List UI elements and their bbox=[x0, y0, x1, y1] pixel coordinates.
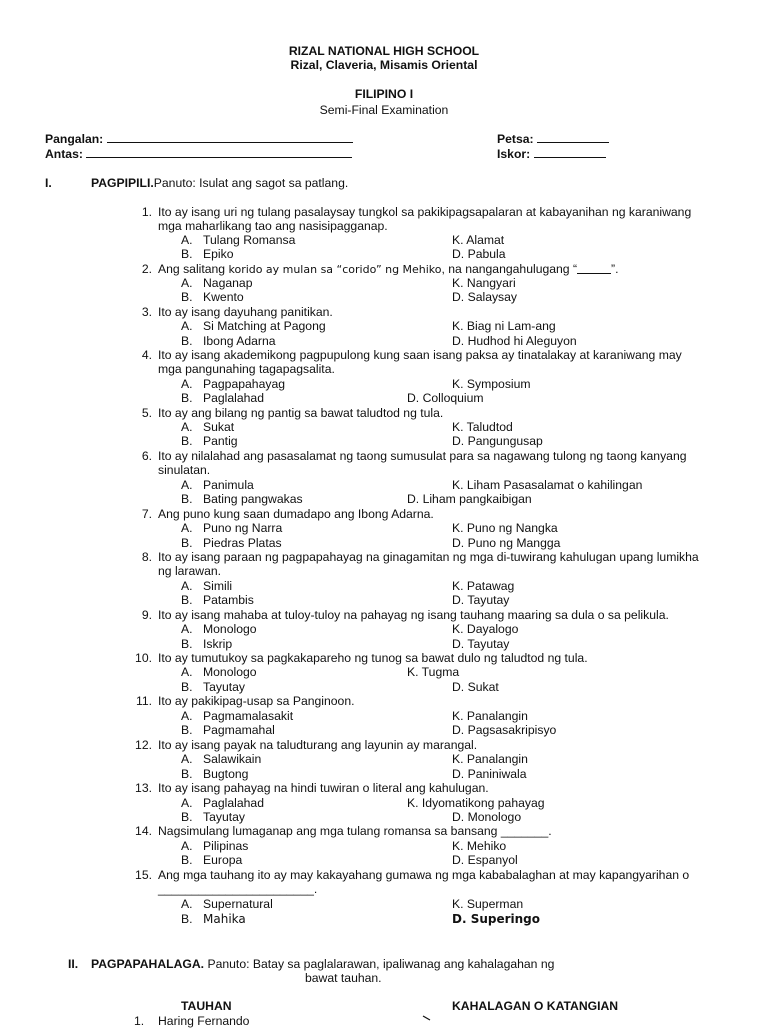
option-k[interactable]: K. Superman bbox=[452, 897, 524, 911]
section2-instruction: Panuto: Batay sa paglalarawan, ipaliwanag ang kahalagahan ng bbox=[207, 957, 555, 971]
question-12-options-bd bbox=[0, 767, 768, 781]
option-k[interactable]: K. Panalangin bbox=[452, 752, 528, 766]
question-text-cont: ng larawan. bbox=[158, 564, 222, 578]
question-number: 11. bbox=[135, 694, 152, 708]
question-text: Ito ay isang mahaba at tuloy-tuloy na pahayag ng isang tauhang maaring sa dula o sa pelikula. bbox=[158, 608, 669, 622]
q2-text-pre: Ang salitang bbox=[158, 262, 226, 276]
grade-label: Antas: bbox=[45, 147, 83, 161]
question-text-cont: mga maharlikang tao ang nasisipagganap. bbox=[158, 219, 388, 233]
question-4 bbox=[0, 348, 768, 362]
option-a-label: A. bbox=[181, 796, 193, 810]
question-number: 3. bbox=[141, 305, 152, 319]
question-text: Ito ay tumutukoy sa pagkakapareho ng tunog sa bawat dulo ng taludtod ng tula. bbox=[158, 651, 588, 665]
question-6-cont bbox=[0, 463, 768, 477]
question-2-options-ak bbox=[0, 276, 768, 290]
option-d[interactable]: D. Hudhod hi Aleguyon bbox=[452, 334, 577, 348]
option-b-label: B. bbox=[181, 680, 193, 694]
question-1-options-bd bbox=[0, 247, 768, 261]
option-a-label: A. bbox=[181, 233, 193, 247]
option-k[interactable]: K. Symposium bbox=[452, 377, 531, 391]
option-a-label: A. bbox=[181, 709, 193, 723]
q2-text-mid2: ” ng bbox=[375, 263, 400, 276]
option-b-label: B. bbox=[181, 334, 193, 348]
name-field bbox=[45, 131, 353, 146]
question-4-options-bd bbox=[0, 391, 768, 405]
option-k[interactable]: K. Patawag bbox=[452, 579, 515, 593]
question-2 bbox=[0, 262, 768, 276]
date-blank[interactable] bbox=[537, 131, 609, 143]
option-b[interactable]: Ibong Adarna bbox=[203, 334, 276, 348]
option-a-label: A. bbox=[181, 478, 193, 492]
option-a-label: A. bbox=[181, 839, 193, 853]
question-number: 4. bbox=[141, 348, 152, 362]
option-d[interactable]: D. Paniniwala bbox=[452, 767, 527, 781]
option-b[interactable]: Tayutay bbox=[203, 680, 246, 694]
option-k[interactable]: K. Liham Pasasalamat o kahilingan bbox=[452, 478, 643, 492]
option-a[interactable]: Salawikain bbox=[203, 752, 262, 766]
section2-numeral: II. bbox=[68, 957, 79, 971]
question-6 bbox=[0, 449, 768, 463]
question-number: 15. bbox=[135, 868, 152, 882]
question-1 bbox=[0, 205, 768, 219]
section1-title: PAGPIPILI. bbox=[91, 176, 154, 190]
question-5-options-bd bbox=[0, 434, 768, 448]
question-number: 1. bbox=[141, 205, 152, 219]
option-d[interactable]: D. Tayutay bbox=[452, 637, 510, 651]
option-b[interactable]: Epiko bbox=[203, 247, 234, 261]
option-b-label: B. bbox=[181, 247, 193, 261]
question-text: Nagsimulang lumaganap ang mga tulang romansa sa bansang _______. bbox=[158, 824, 552, 838]
question-11-options-ak bbox=[0, 709, 768, 723]
question-7-options-bd bbox=[0, 536, 768, 550]
option-k[interactable]: K. Nangyari bbox=[452, 276, 516, 290]
q2-text-post: , na nangangahulugang “ bbox=[441, 262, 578, 276]
question-11-options-bd bbox=[0, 723, 768, 737]
school-name: RIZAL NATIONAL HIGH SCHOOL bbox=[288, 44, 480, 58]
question-2-options-bd bbox=[0, 290, 768, 304]
question-9-options-bd bbox=[0, 637, 768, 651]
section1-heading bbox=[91, 176, 348, 190]
subject-title: FILIPINO I bbox=[354, 87, 414, 101]
question-text: Ito ay isang akademikong pagpupulong kung saan isang paksa ay tinatalakay at karaniwang may bbox=[158, 348, 682, 362]
question-11 bbox=[0, 694, 768, 708]
option-a[interactable]: Panimula bbox=[203, 478, 254, 492]
option-a-label: A. bbox=[181, 752, 193, 766]
option-d[interactable]: D. Liham pangkaibigan bbox=[407, 492, 532, 506]
question-15-options-bd bbox=[0, 912, 768, 926]
question-3-options-ak bbox=[0, 319, 768, 333]
option-a-label: A. bbox=[181, 319, 193, 333]
question-text: Ito ay pakikipag-usap sa Panginoon. bbox=[158, 694, 355, 708]
option-b-label: B. bbox=[181, 810, 193, 824]
question-13-options-ak bbox=[0, 796, 768, 810]
q2-answer-blank[interactable] bbox=[577, 262, 611, 274]
option-b-label: B. bbox=[181, 391, 193, 405]
option-a[interactable]: Pagmamalasakit bbox=[203, 709, 294, 723]
option-a[interactable]: Si Matching at Pagong bbox=[203, 319, 326, 333]
question-13-options-bd bbox=[0, 810, 768, 824]
option-a[interactable]: Sukat bbox=[203, 420, 235, 434]
q2-korido: korido bbox=[228, 263, 263, 276]
option-k[interactable]: K. Biag ni Lam-ang bbox=[452, 319, 556, 333]
grade-field bbox=[45, 146, 352, 161]
score-label: Iskor: bbox=[497, 147, 531, 161]
question-4-cont bbox=[0, 362, 768, 376]
option-b[interactable]: Mahika bbox=[203, 912, 246, 926]
question-text: Ito ay isang paraan ng pagpapahayag na ginagamitan ng mga di-tuwirang kahulugan upang lumikha bbox=[158, 550, 699, 564]
option-b-label: B. bbox=[181, 853, 193, 867]
option-k[interactable]: K. Alamat bbox=[452, 233, 505, 247]
option-a[interactable]: Tulang Romansa bbox=[203, 233, 296, 247]
question-number: 14. bbox=[135, 824, 152, 838]
option-b-label: B. bbox=[181, 912, 193, 926]
option-d[interactable]: D. Pangungusap bbox=[452, 434, 543, 448]
option-b[interactable]: Bugtong bbox=[203, 767, 249, 781]
option-a[interactable]: Monologo bbox=[203, 622, 257, 636]
option-b-label: B. bbox=[181, 723, 193, 737]
option-a[interactable]: Puno ng Narra bbox=[203, 521, 283, 535]
question-5 bbox=[0, 406, 768, 420]
option-b[interactable]: Europa bbox=[203, 853, 243, 867]
score-blank[interactable] bbox=[534, 146, 606, 158]
name-blank[interactable] bbox=[107, 131, 353, 143]
q2-text-mid: ay mulan sa “ bbox=[265, 263, 343, 276]
option-b-label: B. bbox=[181, 434, 193, 448]
question-13 bbox=[0, 781, 768, 795]
option-d[interactable]: D. Superingo bbox=[452, 912, 541, 926]
option-k[interactable]: K. Panalangin bbox=[452, 709, 528, 723]
option-b[interactable]: Bating pangwakas bbox=[203, 492, 303, 506]
option-a[interactable]: Paglalahad bbox=[203, 796, 264, 810]
option-b-label: B. bbox=[181, 593, 193, 607]
question-number: 9. bbox=[141, 608, 152, 622]
question-1-options-ak bbox=[0, 233, 768, 247]
question-text-cont: mga pangunahing tagapagsalita. bbox=[158, 362, 335, 376]
section1-instruction: Panuto: Isulat ang sagot sa patlang. bbox=[153, 176, 349, 190]
question-12 bbox=[0, 738, 768, 752]
option-b[interactable]: Pantig bbox=[203, 434, 238, 448]
option-b-label: B. bbox=[181, 492, 193, 506]
question-text: Ito ay ang bilang ng pantig sa bawat taludtod ng tula. bbox=[158, 406, 444, 420]
question-text-cont[interactable]: _______________________. bbox=[158, 882, 318, 896]
question-text-cont: sinulatan. bbox=[158, 463, 211, 477]
question-8-options-bd bbox=[0, 593, 768, 607]
option-a-label: A. bbox=[181, 665, 193, 679]
section2-heading bbox=[91, 957, 554, 971]
option-k[interactable]: K. Idyomatikong pahayag bbox=[407, 796, 545, 810]
date-label: Petsa: bbox=[497, 132, 534, 146]
section2-item-name: Haring Fernando bbox=[158, 1014, 250, 1028]
arrow-icon bbox=[422, 1013, 432, 1028]
option-b[interactable]: Pagmamahal bbox=[203, 723, 275, 737]
question-text: Ito ay isang pahayag na hindi tuwiran o literal ang kahulugan. bbox=[158, 781, 489, 795]
question-text: Ang mga tauhang ito ay may kakayahang gumawa ng mga kababalaghan at may kapangyarihan o bbox=[158, 868, 690, 882]
option-a-label: A. bbox=[181, 377, 193, 391]
option-a-label: A. bbox=[181, 521, 193, 535]
q2-text-end: ”. bbox=[611, 262, 619, 276]
name-label: Pangalan: bbox=[45, 132, 104, 146]
option-a[interactable]: Naganap bbox=[203, 276, 253, 290]
question-5-options-ak bbox=[0, 420, 768, 434]
question-text: Ito ay isang payak na taludturang ang layunin ay marangal. bbox=[158, 738, 478, 752]
question-8-cont bbox=[0, 564, 768, 578]
question-text: Ito ay nilalahad ang pasasalamat ng taong sumusulat para sa nagawang tulong ng taong kanyang bbox=[158, 449, 687, 463]
question-8 bbox=[0, 550, 768, 564]
option-d[interactable]: D. Pabula bbox=[452, 247, 506, 261]
option-d[interactable]: D. Monologo bbox=[452, 810, 522, 824]
option-k[interactable]: K. Mehiko bbox=[452, 839, 507, 853]
grade-blank[interactable] bbox=[86, 146, 352, 158]
option-b-label: B. bbox=[181, 536, 193, 550]
question-number: 6. bbox=[141, 449, 152, 463]
question-number: 7. bbox=[141, 507, 152, 521]
section2-title: PAGPAPAHALAGA. bbox=[91, 957, 205, 971]
question-1-cont bbox=[0, 219, 768, 233]
question-7 bbox=[0, 507, 768, 521]
option-b[interactable]: Patambis bbox=[203, 593, 254, 607]
option-d[interactable]: D. Espanyol bbox=[452, 853, 518, 867]
q2-mehiko: Mehiko bbox=[402, 263, 442, 276]
question-3-options-bd bbox=[0, 334, 768, 348]
question-8-options-ak bbox=[0, 579, 768, 593]
option-k[interactable]: K. Dayalogo bbox=[452, 622, 519, 636]
option-d[interactable]: D. Tayutay bbox=[452, 593, 510, 607]
option-a-label: A. bbox=[181, 579, 193, 593]
option-b[interactable]: Iskrip bbox=[203, 637, 233, 651]
question-6-options-ak bbox=[0, 478, 768, 492]
option-a-label: A. bbox=[181, 622, 193, 636]
date-field bbox=[497, 131, 609, 146]
option-d[interactable]: D. Puno ng Mangga bbox=[452, 536, 561, 550]
option-d[interactable]: D. Colloquium bbox=[407, 391, 484, 405]
option-b[interactable]: Piedras Platas bbox=[203, 536, 282, 550]
question-12-options-ak bbox=[0, 752, 768, 766]
question-14-options-ak bbox=[0, 839, 768, 853]
option-a[interactable]: Monologo bbox=[203, 665, 257, 679]
option-k[interactable]: K. Tugma bbox=[407, 665, 460, 679]
option-b[interactable]: Kwento bbox=[203, 290, 244, 304]
section2-item-number: 1. bbox=[134, 1014, 145, 1028]
option-k[interactable]: K. Puno ng Nangka bbox=[452, 521, 558, 535]
option-b-label: B. bbox=[181, 290, 193, 304]
score-field bbox=[497, 146, 606, 161]
option-d[interactable]: D. Salaysay bbox=[452, 290, 518, 304]
q2-corido: corido bbox=[342, 263, 376, 276]
option-k[interactable]: K. Taludtod bbox=[452, 420, 513, 434]
option-d[interactable]: D. Pagsasakripisyo bbox=[452, 723, 557, 737]
question-15 bbox=[0, 868, 768, 882]
option-a[interactable]: Pilipinas bbox=[203, 839, 249, 853]
question-number: 8. bbox=[141, 550, 152, 564]
question-6-options-bd bbox=[0, 492, 768, 506]
question-10-options-ak bbox=[0, 665, 768, 679]
question-3 bbox=[0, 305, 768, 319]
question-15-cont bbox=[0, 882, 768, 896]
column-header-tauhan: TAUHAN bbox=[181, 999, 232, 1013]
option-a-label: A. bbox=[181, 276, 193, 290]
question-text bbox=[158, 262, 618, 277]
question-15-options-ak bbox=[0, 897, 768, 911]
option-a[interactable]: Simili bbox=[203, 579, 233, 593]
section2-instruction-cont: bawat tauhan. bbox=[305, 971, 382, 985]
option-a[interactable]: Supernatural bbox=[203, 897, 273, 911]
question-9 bbox=[0, 608, 768, 622]
question-7-options-ak bbox=[0, 521, 768, 535]
question-number: 2. bbox=[141, 262, 152, 276]
question-number: 13. bbox=[135, 781, 152, 795]
question-number: 10. bbox=[135, 651, 152, 665]
option-b[interactable]: Tayutay bbox=[203, 810, 246, 824]
exam-title: Semi-Final Examination bbox=[319, 103, 449, 117]
option-a-label: A. bbox=[181, 897, 193, 911]
question-10-options-bd bbox=[0, 680, 768, 694]
question-text: Ang puno kung saan dumadapo ang Ibong Adarna. bbox=[158, 507, 434, 521]
question-9-options-ak bbox=[0, 622, 768, 636]
question-number: 12. bbox=[135, 738, 152, 752]
option-b-label: B. bbox=[181, 637, 193, 651]
question-14-options-bd bbox=[0, 853, 768, 867]
option-b-label: B. bbox=[181, 767, 193, 781]
question-10 bbox=[0, 651, 768, 665]
question-4-options-ak bbox=[0, 377, 768, 391]
option-d[interactable]: D. Sukat bbox=[452, 680, 499, 694]
question-text: Ito ay isang dayuhang panitikan. bbox=[158, 305, 333, 319]
question-text: Ito ay isang uri ng tulang pasalaysay tungkol sa pakikipagsapalaran at kabayanihan ng karaniwang bbox=[158, 205, 692, 219]
option-a-label: A. bbox=[181, 420, 193, 434]
option-b[interactable]: Paglalahad bbox=[203, 391, 264, 405]
option-a[interactable]: Pagpapahayag bbox=[203, 377, 286, 391]
section1-numeral: I. bbox=[45, 176, 52, 190]
school-address: Rizal, Claveria, Misamis Oriental bbox=[290, 58, 478, 72]
question-14 bbox=[0, 824, 768, 838]
question-number: 5. bbox=[141, 406, 152, 420]
column-header-kahalagahan: KAHALAGAN O KATANGIAN bbox=[452, 999, 619, 1013]
